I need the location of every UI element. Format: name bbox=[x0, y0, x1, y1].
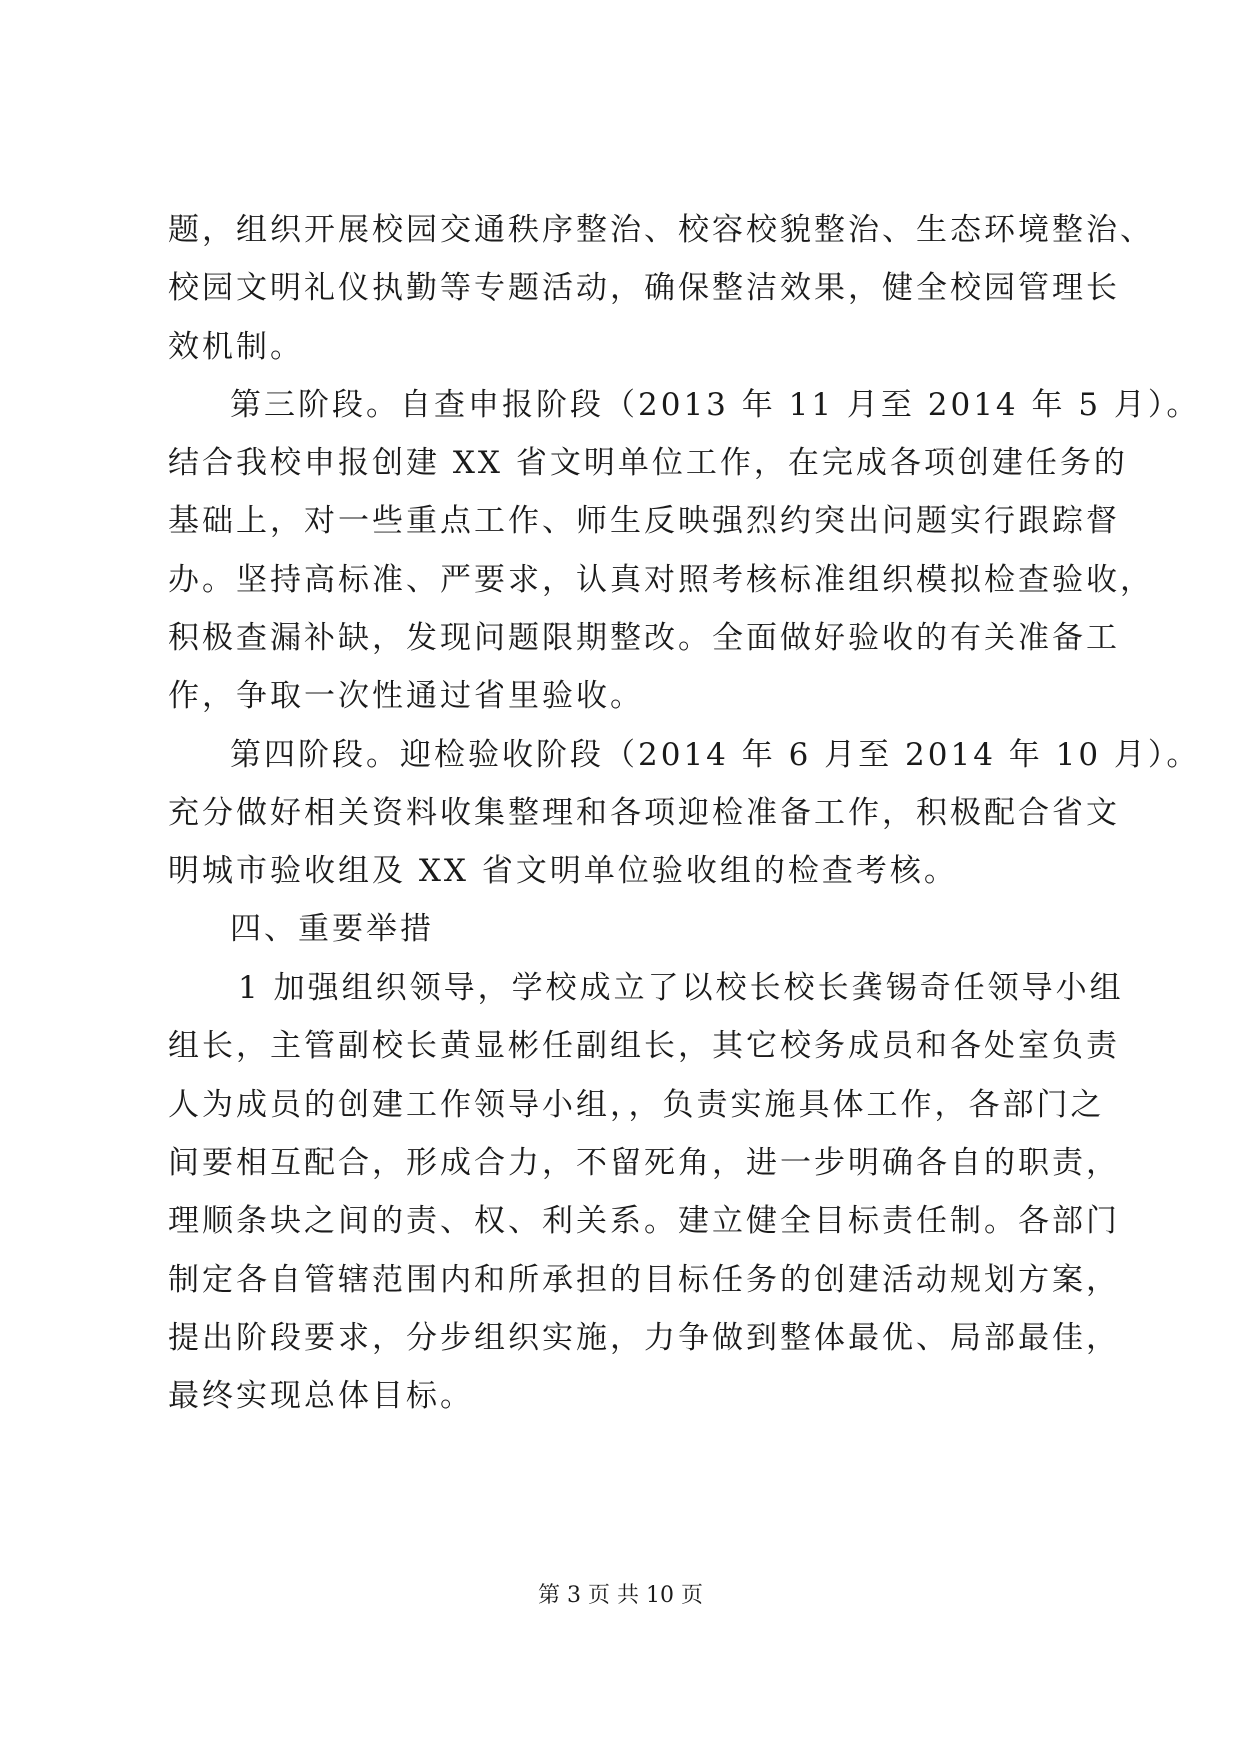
text-line: 理顺条块之间的责、权、利关系。建立健全目标责任制。各部门 bbox=[168, 1203, 1120, 1239]
text-line: 题，组织开展校园交通秩序整治、校容校貌整治、生态环境整治、 bbox=[168, 212, 1154, 248]
text-line: 1 加强组织领导，学校成立了以校长校长龚锡奇任领导小组 bbox=[238, 970, 1124, 1006]
text-line: 作，争取一次性通过省里验收。 bbox=[168, 678, 644, 714]
page-footer: 第 3 页 共 10 页 bbox=[538, 1583, 703, 1608]
text-line: 人为成员的创建工作领导小组，，负责实施具体工作，各部门之 bbox=[168, 1087, 1105, 1123]
text-line: 校园文明礼仪执勤等专题活动，确保整洁效果，健全校园管理长 bbox=[168, 270, 1120, 306]
text-line: 结合我校申报创建 XX 省文明单位工作，在完成各项创建任务的 bbox=[168, 445, 1128, 481]
text-line: 办。坚持高标准、严要求，认真对照考核标准组织模拟检查验收， bbox=[168, 562, 1154, 598]
text-line: 明城市验收组及 XX 省文明单位验收组的检查考核。 bbox=[168, 853, 958, 889]
text-line: 制定各自管辖范围内和所承担的目标任务的创建活动规划方案， bbox=[168, 1262, 1120, 1298]
section-heading: 四、重要举措 bbox=[230, 911, 434, 947]
text-line: 提出阶段要求，分步组织实施，力争做到整体最优、局部最佳， bbox=[168, 1320, 1120, 1356]
text-line: 积极查漏补缺，发现问题限期整改。全面做好验收的有关准备工 bbox=[168, 620, 1120, 656]
text-line: 基础上，对一些重点工作、师生反映强烈约突出问题实行跟踪督 bbox=[168, 503, 1120, 539]
text-line: 组长，主管副校长黄显彬任副组长，其它校务成员和各处室负责 bbox=[168, 1028, 1120, 1064]
text-line: 第三阶段。自查申报阶段（2013 年 11 月至 2014 年 5 月）。 bbox=[230, 387, 1201, 423]
text-line: 效机制。 bbox=[168, 329, 304, 365]
text-line: 最终实现总体目标。 bbox=[168, 1378, 474, 1414]
text-line: 第四阶段。迎检验收阶段（2014 年 6 月至 2014 年 10 月）。 bbox=[230, 737, 1201, 773]
text-line: 间要相互配合，形成合力，不留死角，进一步明确各自的职责， bbox=[168, 1145, 1120, 1181]
text-line: 充分做好相关资料收集整理和各项迎检准备工作，积极配合省文 bbox=[168, 795, 1120, 831]
